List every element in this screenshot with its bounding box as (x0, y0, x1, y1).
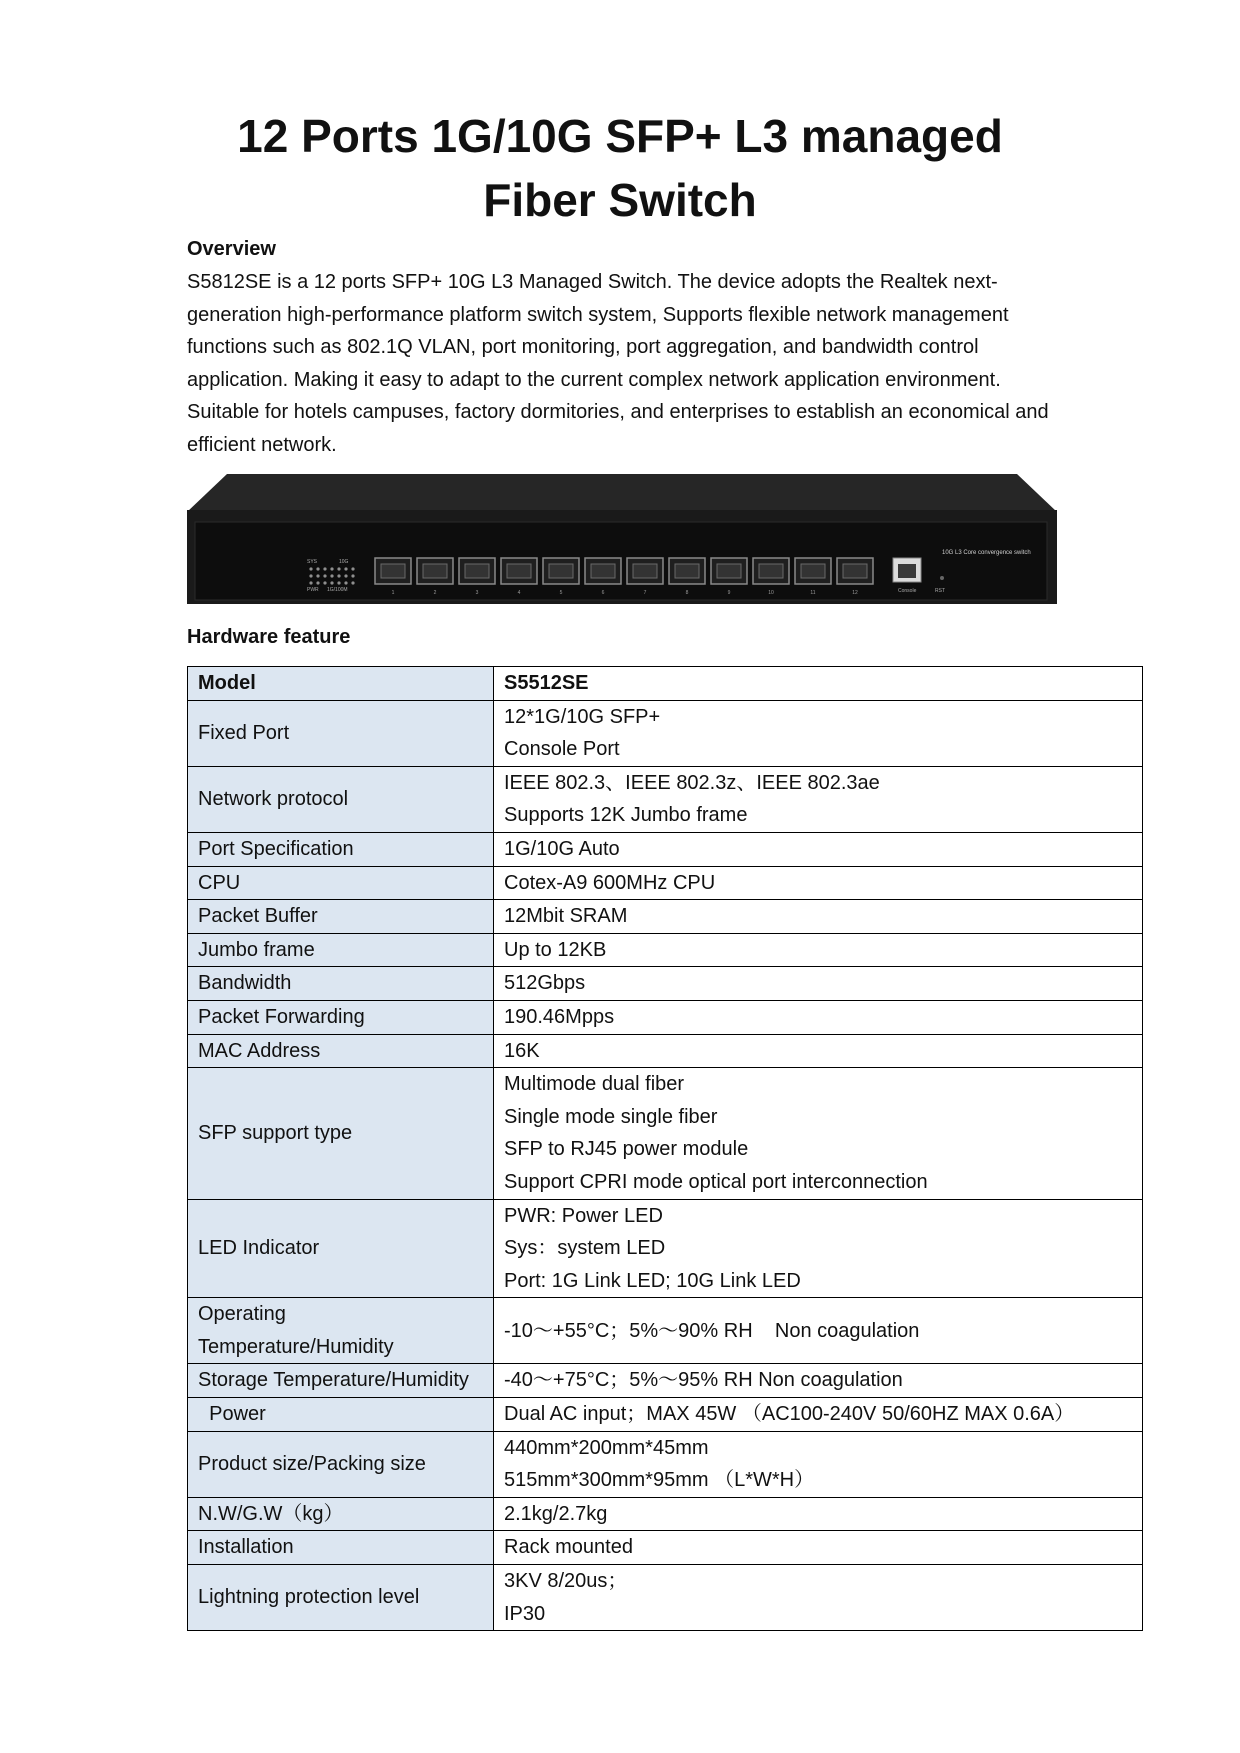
led-dot (323, 574, 326, 577)
led-dot (337, 567, 340, 570)
spec-value (494, 700, 1143, 766)
port-number: 2 (433, 590, 437, 596)
table-row (188, 1531, 1143, 1565)
hardware-feature-heading: Hardware feature (187, 626, 351, 648)
spec-label: Storage Temperature/Humidity (188, 1364, 494, 1398)
spec-value-line: 512Gbps (504, 972, 586, 995)
spec-value-line: 190.46Mpps (504, 1005, 615, 1028)
console-label: Console (898, 588, 917, 594)
led-dot (330, 574, 333, 577)
spec-label: Packet Forwarding (188, 1000, 494, 1034)
spec-value-line: 440mm*200mm*45mm (504, 1436, 709, 1459)
title-line-2: Fiber Switch (483, 174, 757, 226)
sfp-cage (591, 564, 615, 578)
spec-value-line: 2.1kg/2.7kg (504, 1502, 608, 1525)
spec-value-line: Console Port (504, 738, 620, 761)
port-number: 3 (475, 590, 479, 596)
led-label-speed-top: 10G (339, 559, 349, 565)
led-dot (323, 581, 326, 584)
spec-value (494, 1565, 1143, 1631)
table-row (188, 933, 1143, 967)
spec-value (494, 1199, 1143, 1298)
spec-label: LED Indicator (188, 1199, 494, 1298)
spec-value (494, 1000, 1143, 1034)
sfp-cage (759, 564, 783, 578)
table-row (188, 900, 1143, 934)
led-label-pwr: PWR (307, 587, 319, 593)
spec-label: CPU (188, 866, 494, 900)
spec-value-line: SFP to RJ45 power module (504, 1138, 749, 1161)
model-value: S5512SE (494, 667, 1143, 701)
led-dot (344, 581, 347, 584)
table-row (188, 1034, 1143, 1068)
port-number: 11 (810, 590, 816, 596)
spec-label: Bandwidth (188, 967, 494, 1001)
led-label-speed-bottom: 1G/100M (327, 587, 348, 593)
spec-value-line: 515mm*300mm*95mm （L*W*H） (504, 1469, 815, 1492)
spec-label: Installation (188, 1531, 494, 1565)
sfp-cage (423, 564, 447, 578)
port-number: 7 (643, 590, 647, 596)
overview-heading: Overview (187, 238, 276, 260)
spec-label: Lightning protection level (188, 1565, 494, 1631)
spec-label: Power (188, 1398, 494, 1432)
sfp-cage (465, 564, 489, 578)
sfp-cage (801, 564, 825, 578)
led-dot (337, 581, 340, 584)
table-row (188, 967, 1143, 1001)
spec-value-line: -10～+55°C；5%～90% RH Non coagulation (504, 1319, 920, 1342)
spec-value-line: Rack mounted (504, 1536, 633, 1559)
chassis-top (187, 474, 1057, 512)
port-number: 5 (559, 590, 563, 596)
sfp-cage (717, 564, 741, 578)
table-row (188, 866, 1143, 900)
spec-value (494, 1531, 1143, 1565)
spec-value-line: Cotex-A9 600MHz CPU (504, 871, 716, 894)
led-dot (344, 574, 347, 577)
spec-value-line: 12*1G/10G SFP+ (504, 705, 661, 728)
led-dot (351, 581, 354, 584)
table-row (188, 832, 1143, 866)
sfp-cage (381, 564, 405, 578)
spec-value-line: Sys：system LED (504, 1237, 666, 1260)
spec-value-line: IEEE 802.3、IEEE 802.3z、IEEE 802.3ae (504, 771, 880, 794)
port-number: 12 (852, 590, 858, 596)
spec-value-line: Single mode single fiber (504, 1105, 718, 1128)
spec-value-line: 3KV 8/20us； (504, 1570, 628, 1593)
spec-label: Port Specification (188, 832, 494, 866)
spec-value-line: 12Mbit SRAM (504, 905, 628, 928)
spec-value-line: Supports 12K Jumbo frame (504, 804, 748, 827)
led-label-sys: SYS (307, 559, 318, 565)
title-line-1: 12 Ports 1G/10G SFP+ L3 managed (237, 110, 1003, 162)
spec-value (494, 933, 1143, 967)
port-number: 1 (391, 590, 395, 596)
spec-value (494, 1497, 1143, 1531)
console-port-jack (898, 564, 916, 578)
spec-label: Operating Temperature/Humidity (188, 1298, 494, 1364)
spec-value (494, 967, 1143, 1001)
port-number: 8 (685, 590, 689, 596)
spec-value (494, 1398, 1143, 1432)
table-row (188, 1497, 1143, 1531)
spec-label: Fixed Port (188, 700, 494, 766)
table-row (188, 1364, 1143, 1398)
spec-value-line: -40～+75°C；5%～95% RH Non coagulation (504, 1369, 903, 1392)
spec-value-line: IP30 (504, 1602, 546, 1625)
page-title (120, 104, 1120, 232)
panel-label: 10G L3 Core convergence switch (942, 550, 1031, 556)
spec-value-line: PWR: Power LED (504, 1204, 663, 1227)
spec-label: Jumbo frame (188, 933, 494, 967)
table-row (188, 1431, 1143, 1497)
led-dot (309, 567, 312, 570)
table-row (188, 1068, 1143, 1199)
spec-value (494, 866, 1143, 900)
sfp-cage (549, 564, 573, 578)
spec-value-line: Dual AC input；MAX 45W （AC100-240V 50/60HZ MAX 0.6A） (504, 1403, 1075, 1426)
led-dot (344, 567, 347, 570)
spec-value-line: 16K (504, 1039, 540, 1062)
model-label: Model (188, 667, 494, 701)
spec-value (494, 1431, 1143, 1497)
spec-value-line: 1G/10G Auto (504, 837, 620, 860)
spec-label: N.W/G.W（kg） (188, 1497, 494, 1531)
spec-label: Network protocol (188, 766, 494, 832)
led-dot (323, 567, 326, 570)
led-dot (330, 567, 333, 570)
led-dot (316, 567, 319, 570)
spec-value (494, 766, 1143, 832)
sfp-cage (633, 564, 657, 578)
overview-text: S5812SE is a 12 ports SFP+ 10G L3 Managed Switch. The device adopts the Realtek next-generation high-performance platform switch system, Supports flexible network management functions such as 802.1Q VLAN, port monitoring, port aggregation, and bandwidth control application. Making it easy to adapt to the current complex network application environment. Suitable for hotels campuses, factory dormitories, and enterprises to establish an economical and efficient network. (187, 271, 1049, 456)
spec-value-line: Up to 12KB (504, 938, 607, 961)
spec-value-line: Support CPRI mode optical port interconnection (504, 1170, 928, 1193)
led-dot (309, 581, 312, 584)
table-header-row (188, 667, 1143, 701)
led-dot (351, 574, 354, 577)
led-dot (309, 574, 312, 577)
sfp-cage (507, 564, 531, 578)
spec-value (494, 832, 1143, 866)
port-number: 6 (601, 590, 605, 596)
led-dot (337, 574, 340, 577)
spec-value (494, 900, 1143, 934)
led-dot (316, 581, 319, 584)
port-number: 10 (768, 590, 774, 596)
sfp-cage (675, 564, 699, 578)
led-dot (330, 581, 333, 584)
led-dot (351, 567, 354, 570)
spec-label: Packet Buffer (188, 900, 494, 934)
led-dot (316, 574, 319, 577)
hardware-spec-table (187, 666, 1143, 1631)
sfp-cage (843, 564, 867, 578)
spec-label: Product size/Packing size (188, 1431, 494, 1497)
table-row (188, 1398, 1143, 1432)
spec-label: MAC Address (188, 1034, 494, 1068)
spec-value (494, 1068, 1143, 1199)
reset-button (940, 576, 944, 580)
table-row (188, 766, 1143, 832)
table-row (188, 1298, 1143, 1364)
table-row (188, 1000, 1143, 1034)
switch-product-image (187, 474, 1057, 604)
table-row (188, 700, 1143, 766)
rst-label: RST (935, 588, 945, 594)
spec-value (494, 1298, 1143, 1364)
spec-value (494, 1034, 1143, 1068)
spec-value-line: Port: 1G Link LED; 10G Link LED (504, 1269, 801, 1292)
spec-label: SFP support type (188, 1068, 494, 1199)
port-number: 9 (727, 590, 731, 596)
spec-value (494, 1364, 1143, 1398)
table-row (188, 1565, 1143, 1631)
table-row (188, 1199, 1143, 1298)
port-number: 4 (517, 590, 521, 596)
spec-value-line: Multimode dual fiber (504, 1073, 685, 1096)
